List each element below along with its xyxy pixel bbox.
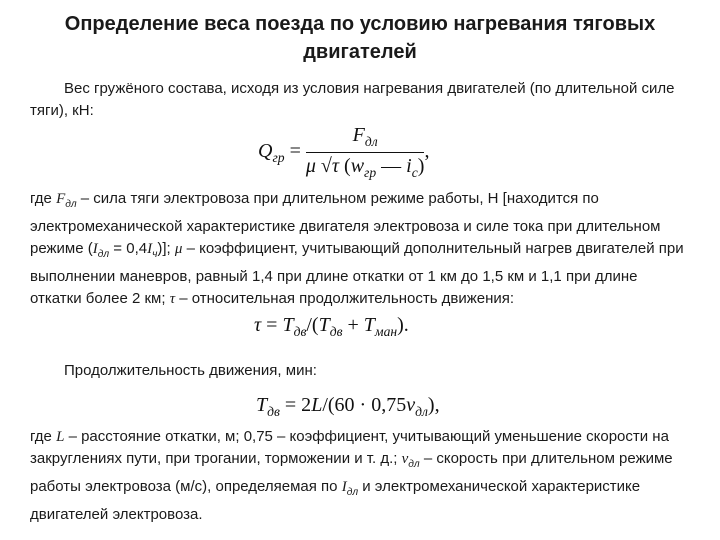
duration-label: Продолжительность движения, мин: (64, 362, 317, 379)
formula-train-weight: $Q_{гр}$ = $\frac{F_{дл}}{\mu √\tau (w_{гр} — i_c)}$ , (258, 124, 430, 180)
page-title: Определение веса поезда по условию нагревания тяговых двигателей (64, 13, 656, 63)
formula-relative-duration: $\tau = T_{дв}/(T_{дв} + T_{ман})$. (254, 314, 409, 339)
formula-movement-duration: $T_{дв} = 2L/(60 \cdot 0,75v_{дл})$, (256, 394, 440, 419)
final-paragraph: где L – расстояние откатки, м; 0,75 – коэффициент, учитывающий уменьшение скорости на закруглениях пути, при трогании, торможении и т. д.; $v_{дл}$ – скорость при длительном режиме работы электровоза (м/с), определяемая по $I_{дл}$ и электромеханической характеристике двигателей электровоза. (30, 428, 673, 523)
definition-paragraph: где $F_{дл}$ – сила тяги электровоза при длительном режиме работы, Н [находится по электромеханической характеристике двигателя электровоза и силе тока при длительном режиме $(I_{дл} = 0,4I_ч)$]; μ – коэффициент, учитывающий дополнительный нагрев двигателей при выполнении маневров, равный 1,4 при длине откатки от 1 км до 1,5 км и 1,1 при длине откатки более 2 км; τ – относительная продолжительность движения: (30, 190, 684, 307)
intro-paragraph: Вес гружёного состава, исходя из условия нагревания двигателей (по длительной силе тяги), кН: (30, 80, 675, 119)
